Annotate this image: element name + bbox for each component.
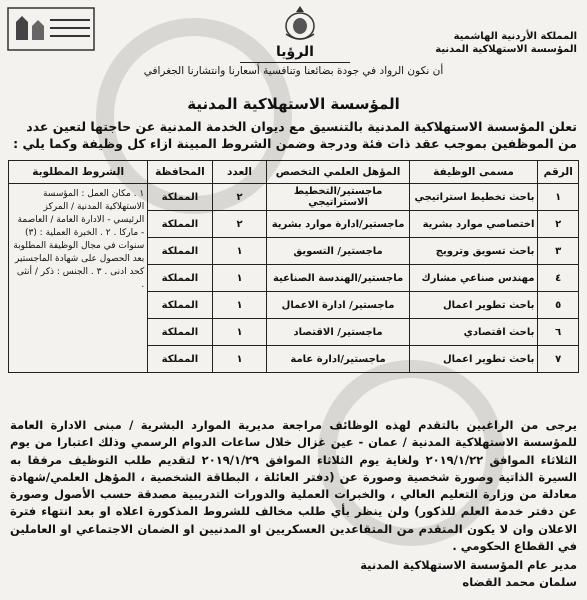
row-count: ١ (212, 265, 267, 292)
row-qualification: ماجستير/التخطيط الاستراتيجي (267, 184, 409, 211)
table-header-row (9, 161, 579, 184)
row-qualification: ماجستير/الهندسة الصناعية (267, 265, 409, 292)
row-no: ٦ (538, 319, 579, 346)
signature-name: سلمان محمد القضاه (462, 575, 577, 589)
announcement-intro: تعلن المؤسسة الاستهلاكية المدنية بالتنسيق مع ديوان الخدمة المدنية عن حاجتها لتعين عدد من الموظفين بموجب عقد ذات فئة ودرجة وضمن الشروط المبينة ازاء كل وظيفة وكما يلي : (13, 119, 577, 151)
table-row (9, 184, 579, 211)
row-governorate: المملكة (148, 319, 212, 346)
row-governorate: المملكة (148, 265, 212, 292)
row-no: ٤ (538, 265, 579, 292)
row-title: باحث اقتصادي (409, 319, 538, 346)
row-no: ٢ (538, 211, 579, 238)
header-governorate: المحافظة (148, 161, 212, 184)
row-title: باحث تسويق وترويج (409, 238, 538, 265)
row-count: ١ (212, 346, 267, 373)
row-title: مهندس صناعي مشارك (409, 265, 538, 292)
vision-statement: أن نكون الرواد في جودة بضائعنا وتنافسية أسعارنا وانتشارنا الجغرافي (143, 65, 444, 77)
row-governorate: المملكة (148, 211, 212, 238)
header-qualification: المؤهل العلمي التخصص (267, 161, 409, 184)
row-governorate: المملكة (148, 184, 212, 211)
row-no: ٧ (538, 346, 579, 373)
header-title: مسمى الوظيفة (409, 161, 538, 184)
row-count: ١ (212, 238, 267, 265)
row-qualification: ماجستير/ادارة عامة (267, 346, 409, 373)
corporation-logo-icon (6, 6, 96, 52)
header-no: الرقم (538, 161, 579, 184)
row-title: باحث تخطيط استراتيجي (409, 184, 538, 211)
row-qualification: ماجستير/ ادارة الاعمال (267, 292, 409, 319)
row-title: اختصاصي موارد بشرية (409, 211, 538, 238)
row-title: باحث تطوير اعمال (409, 292, 538, 319)
jobs-table (8, 160, 579, 373)
vision-underline (240, 62, 350, 63)
row-no: ١ (538, 184, 579, 211)
row-governorate: المملكة (148, 346, 212, 373)
announcement-title: المؤسسة الاستهلاكية المدنية (187, 95, 400, 113)
jordan-crest-icon (282, 4, 318, 44)
row-governorate: المملكة (148, 292, 212, 319)
row-count: ١ (212, 292, 267, 319)
row-no: ٣ (538, 238, 579, 265)
row-count: ٢ (212, 211, 267, 238)
row-title: باحث تطوير اعمال (409, 346, 538, 373)
row-qualification: ماجستير/ الاقتصاد (267, 319, 409, 346)
row-qualification: ماجستير/ادارة موارد بشرية (267, 211, 409, 238)
vision-title: الرؤيا (276, 44, 314, 60)
row-count: ١ (212, 319, 267, 346)
row-governorate: المملكة (148, 238, 212, 265)
org-header (435, 30, 577, 56)
application-instructions: يرجى من الراغبين بالتقدم لهذه الوظائف مراجعة مديرية الموارد البشرية / مبنى الادارة العامة للمؤسسة الاستهلاكية المدنية / عمان - عين غزال خلال ساعات الدوام الرسمي وذلك اعتبارا من يوم الثلاثاء الموافق ٢٠١٩/١/٢٢ ولغاية يوم الثلاثاء الموافق ٢٠١٩/١/٢٩ لتقديم طلب التوظيف مرفقا به السيرة الذاتية وصورة شخصية وصورة عن (دفتر العائلة ، البطاقة الشخصية ، المؤهل العلمي/شهادة معادلة من وزارة التعليم العالي ، والخبرات العملية والدورات التدريبية مصدقة حسب الأصول وصورة عن دفتر خدمة العلم للذكور) ولن ينظر بأي طلب مخالف للشروط المذكورة اعلاه او بعد انتهاء فترة الاعلان وان لا يكون المتقدم من المتقاعدين العسكريين او المدنيين او الضمان الاجتماعي او العاملين في القطاع الحكومي . (10, 418, 577, 554)
row-qualification: ماجستير/ التسويق (267, 238, 409, 265)
org-name-corporation: المؤسسة الاستهلاكية المدنية (435, 44, 577, 55)
row-count: ٢ (212, 184, 267, 211)
conditions-cell: ١ . مكان العمل : المؤسسة الاستهلاكية المدنية / المركز الرئيسي - الادارة العامة / العاصمة - ماركا . ٢ . الخبرة العملية : (٣) سنوات في مجال الوظيفة المطلوبة بعد الحصول على شهادة الماجستير كحد ادنى . ٣ . الجنس : ذكر / أنثى . (9, 184, 148, 373)
header-conditions: الشروط المطلوبة (9, 161, 148, 184)
row-no: ٥ (538, 292, 579, 319)
signature-block (360, 557, 577, 591)
header-count: العدد (212, 161, 267, 184)
signature-position: مدير عام المؤسسة الاستهلاكية المدنية (360, 558, 577, 572)
org-name-kingdom: المملكة الأردنية الهاشمية (453, 31, 577, 42)
